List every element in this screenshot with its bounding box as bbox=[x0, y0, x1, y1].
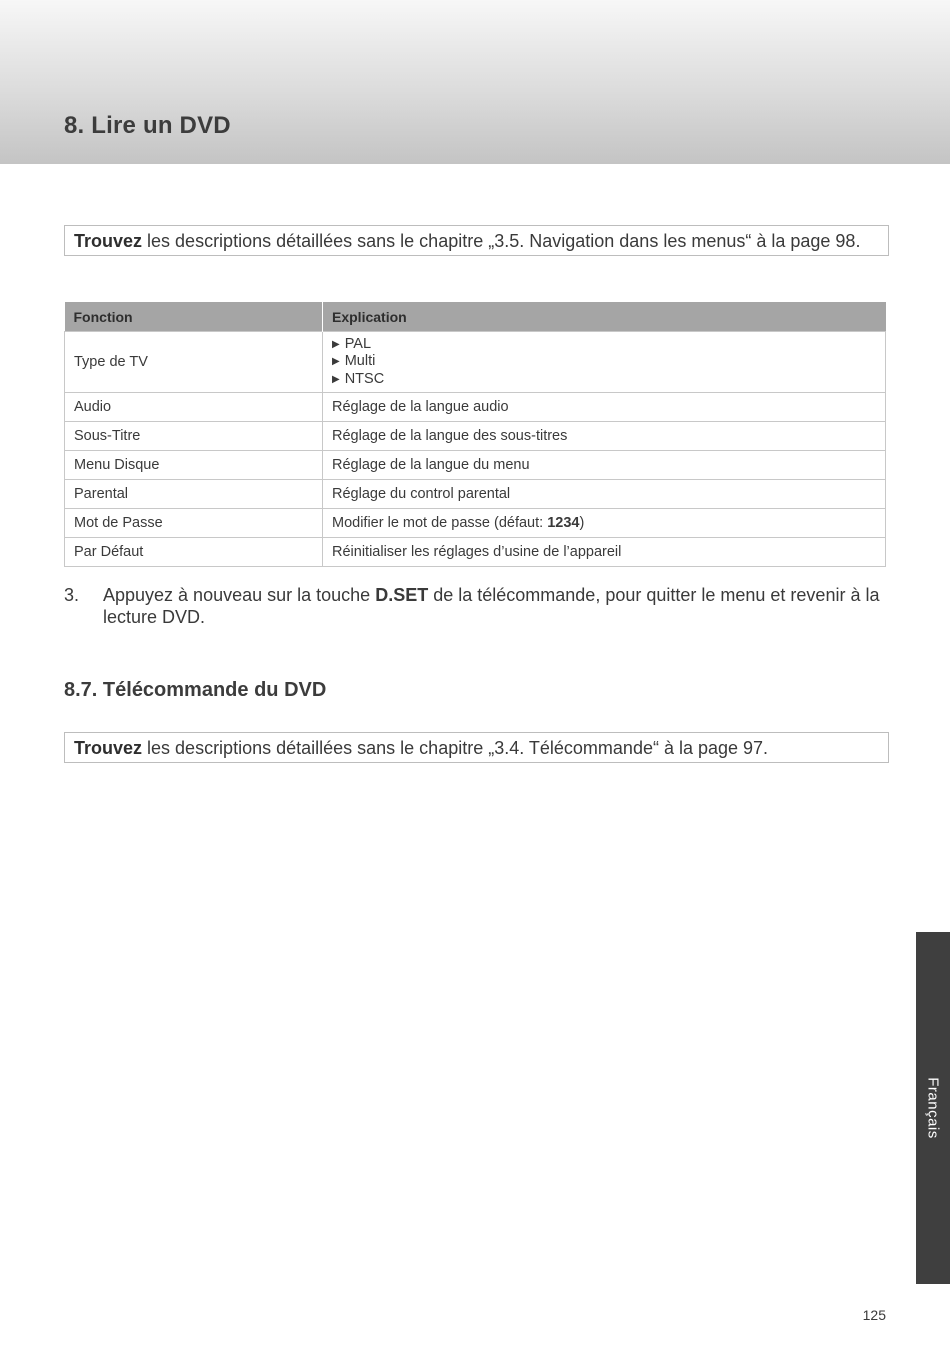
page-number: 125 bbox=[862, 1307, 886, 1323]
cell-explication bbox=[323, 332, 886, 393]
note-text: les descriptions détaillées sans le chapitre „3.5. Navigation dans les menus“ à la page 98. bbox=[142, 231, 861, 251]
step-number: 3. bbox=[64, 585, 80, 605]
table-row bbox=[65, 538, 886, 567]
cell-fonction: Parental bbox=[65, 480, 323, 509]
language-tab-label: Français bbox=[924, 1077, 942, 1139]
triangle-bullet-icon: ▶ bbox=[332, 373, 340, 385]
table-row bbox=[65, 509, 886, 538]
cell-fonction: Sous-Titre bbox=[65, 422, 323, 451]
cell-explication: Modifier le mot de passe (défaut: 1234) bbox=[323, 509, 886, 538]
page-title: 8. Lire un DVD bbox=[64, 112, 231, 139]
table-row bbox=[65, 451, 886, 480]
table-header-row bbox=[65, 302, 886, 332]
list-item: ▶ Multi bbox=[332, 353, 376, 370]
cell-explication: Réglage de la langue des sous-titres bbox=[323, 422, 886, 451]
tv-type-options bbox=[332, 336, 876, 389]
step-instruction bbox=[64, 584, 886, 628]
column-header-fonction: Fonction bbox=[65, 302, 323, 332]
table-row bbox=[65, 332, 886, 393]
cell-fonction: Type de TV bbox=[65, 332, 323, 393]
default-password: 1234 bbox=[547, 515, 580, 531]
reference-note bbox=[64, 732, 889, 763]
step-text: Appuyez à nouveau sur la touche D.SET de la télécommande, pour quitter le menu et revenir à la lecture DVD. bbox=[103, 585, 880, 627]
cell-explication: Réglage de la langue audio bbox=[323, 393, 886, 422]
cell-fonction: Mot de Passe bbox=[65, 509, 323, 538]
section-title: 8.7. Télécommande du DVD bbox=[64, 679, 327, 701]
cell-explication: Réinitialiser les réglages d’usine de l’appareil bbox=[323, 538, 886, 567]
table-row bbox=[65, 422, 886, 451]
list-item: ▶ NTSC bbox=[332, 370, 385, 387]
table-row bbox=[65, 393, 886, 422]
note-emphasis: Trouvez bbox=[74, 231, 143, 251]
note-text: les descriptions détaillées sans le chapitre „3.4. Télécommande“ à la page 97. bbox=[142, 738, 769, 758]
cell-fonction: Par Défaut bbox=[65, 538, 323, 567]
list-item: ▶ PAL bbox=[332, 335, 372, 352]
column-header-explication: Explication bbox=[323, 302, 886, 332]
cell-explication: Réglage de la langue du menu bbox=[323, 451, 886, 480]
table-row bbox=[65, 480, 886, 509]
reference-note bbox=[64, 225, 889, 256]
key-name: D.SET bbox=[375, 585, 429, 605]
settings-table bbox=[64, 302, 886, 567]
note-emphasis: Trouvez bbox=[74, 738, 143, 758]
cell-fonction: Menu Disque bbox=[65, 451, 323, 480]
cell-fonction: Audio bbox=[65, 393, 323, 422]
triangle-bullet-icon: ▶ bbox=[332, 356, 340, 368]
cell-explication: Réglage du control parental bbox=[323, 480, 886, 509]
triangle-bullet-icon: ▶ bbox=[332, 338, 340, 350]
